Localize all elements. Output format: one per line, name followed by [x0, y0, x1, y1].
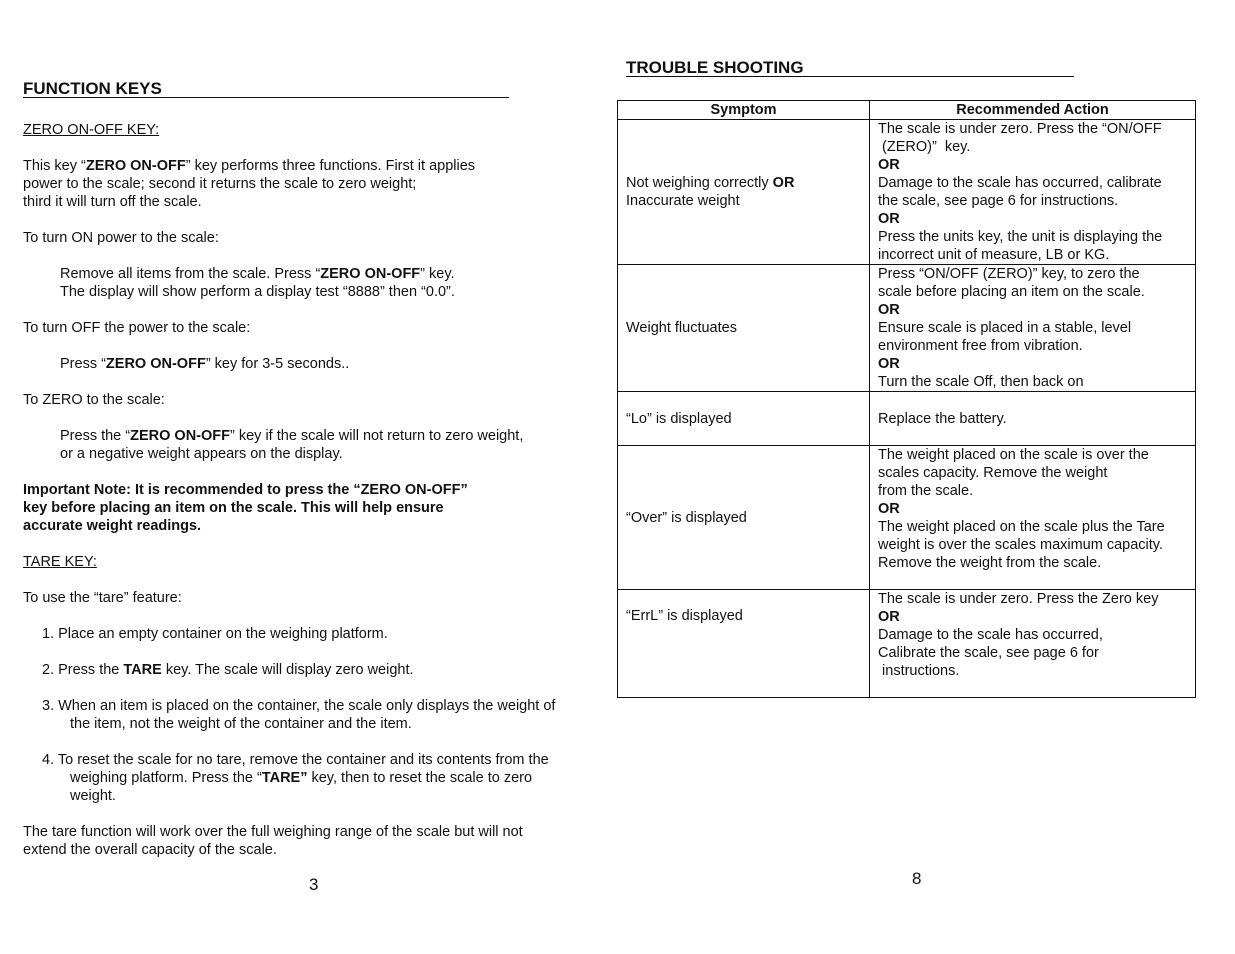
zero-step-line2: or a negative weight appears on the display. [60, 446, 343, 462]
trouble-shooting-table [617, 100, 1196, 698]
zero-step-line1: Press the “ZERO ON-OFF” key if the scale will not return to zero weight, [60, 428, 524, 444]
page-number-right: 8 [912, 869, 922, 888]
turn-on-step-line2: The display will show perform a display test “8888” then “0.0”. [60, 284, 455, 300]
symptom-cell: Not weighing correctly OR Inaccurate weight [618, 120, 870, 265]
tare-step-1: 1. Place an empty container on the weighing platform. [42, 626, 388, 642]
action-cell: Press “ON/OFF (ZERO)” key, to zero the scale before placing an item on the scale. OR Ensure scale is placed in a stable, level environment free from vibration. OR Turn the scale Off, then back on [870, 265, 1196, 392]
tare-step-4-line2: weighing platform. Press the “TARE” key, then to reset the scale to zero [70, 770, 533, 786]
table-row [618, 446, 1196, 590]
table-row [618, 590, 1196, 698]
zero-label: To ZERO to the scale: [23, 392, 165, 408]
function-keys-body [23, 121, 608, 859]
col-symptom-header: Symptom [618, 101, 870, 120]
tare-step-2: 2. Press the TARE key. The scale will display zero weight. [42, 662, 414, 678]
symptom-cell: “Lo” is displayed [618, 392, 870, 446]
trouble-shooting-heading: TROUBLE SHOOTING [626, 58, 804, 77]
zero-intro-line3: third it will turn off the scale. [23, 194, 202, 210]
action-cell: The scale is under zero. Press the “ON/OFF (ZERO)” key. OR Damage to the scale has occurred, calibrate the scale, see page 6 for instructions. OR Press the units key, the unit is displaying the incorrect unit of measure, LB or KG. [870, 120, 1196, 265]
action-cell: The scale is under zero. Press the Zero key OR Damage to the scale has occurred, Calibrate the scale, see page 6 for instructions. [870, 590, 1196, 698]
zero-key-title: ZERO ON-OFF KEY: [23, 122, 160, 138]
symptom-cell: “Over” is displayed [618, 446, 870, 590]
table-row [618, 392, 1196, 446]
tare-footer-line2: extend the overall capacity of the scale. [23, 842, 277, 858]
tare-intro: To use the “tare” feature: [23, 590, 182, 606]
table-header-row [618, 101, 1196, 120]
action-cell: The weight placed on the scale is over the scales capacity. Remove the weight from the scale. OR The weight placed on the scale plus the Tare weight is over the scales maximum capacity. Remove the weight from the scale. [870, 446, 1196, 590]
action-cell: Replace the battery. [870, 392, 1196, 446]
col-action-header: Recommended Action [870, 101, 1196, 120]
function-keys-heading: FUNCTION KEYS [23, 79, 162, 98]
zero-intro-line2: power to the scale; second it returns the scale to zero weight; [23, 176, 417, 192]
important-note-line2: key before placing an item on the scale. This will help ensure [23, 500, 444, 516]
important-note-line1: Important Note: It is recommended to press the “ZERO ON-OFF” [23, 482, 468, 498]
symptom-cell: Weight fluctuates [618, 265, 870, 392]
turn-on-step-line1: Remove all items from the scale. Press “ZERO ON-OFF” key. [60, 266, 455, 282]
trouble-shooting-underline [626, 76, 1074, 77]
tare-key-title: TARE KEY: [23, 554, 97, 570]
tare-step-3-line1: 3. When an item is placed on the container, the scale only displays the weight of [42, 698, 556, 714]
tare-step-4-line3: weight. [70, 788, 116, 804]
table-row [618, 120, 1196, 265]
table-row [618, 265, 1196, 392]
turn-on-label: To turn ON power to the scale: [23, 230, 219, 246]
turn-off-step: Press “ZERO ON-OFF” key for 3-5 seconds.. [60, 356, 350, 372]
tare-step-3-line2: the item, not the weight of the container and the item. [70, 716, 412, 732]
important-note-line3: accurate weight readings. [23, 518, 202, 534]
turn-off-label: To turn OFF the power to the scale: [23, 320, 251, 336]
page-number-left: 3 [309, 875, 319, 894]
tare-footer-line1: The tare function will work over the full weighing range of the scale but will not [23, 824, 523, 840]
function-keys-underline [23, 97, 509, 98]
symptom-cell: “ErrL” is displayed [618, 590, 870, 698]
tare-step-4-line1: 4. To reset the scale for no tare, remove the container and its contents from the [42, 752, 549, 768]
zero-intro-line1: This key “ZERO ON-OFF” key performs three functions. First it applies [23, 158, 476, 174]
